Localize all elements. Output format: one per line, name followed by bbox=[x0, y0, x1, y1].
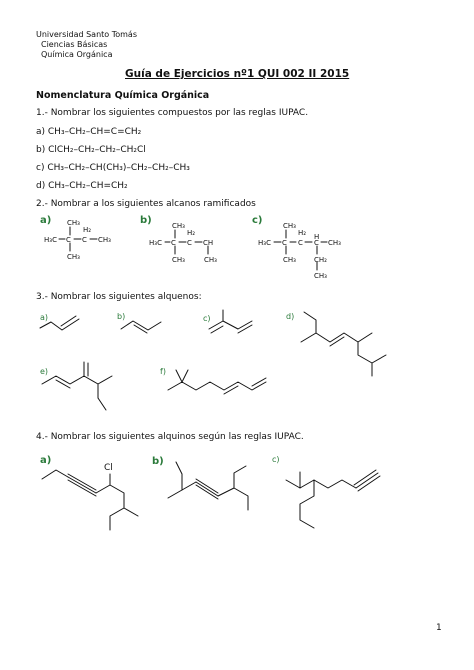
q2-label-c: c) bbox=[252, 215, 263, 226]
q3-structure-d bbox=[301, 312, 386, 376]
q3-structure-b bbox=[121, 321, 161, 333]
q4-label-b: b) bbox=[152, 456, 164, 467]
svg-text:CH₂: CH₂ bbox=[314, 256, 327, 264]
q3-structure-a bbox=[40, 316, 79, 330]
question-4-prompt: 4.- Nombrar los siguientes alquinos según las reglas IUPAC. bbox=[36, 432, 304, 442]
svg-text:H₂: H₂ bbox=[298, 229, 307, 237]
q2-structure-a bbox=[59, 227, 97, 251]
svg-text:C: C bbox=[314, 239, 319, 247]
svg-text:H₃C: H₃C bbox=[258, 239, 271, 247]
svg-text:CH₃: CH₃ bbox=[314, 272, 327, 280]
department-name: Ciencias Básicas bbox=[41, 40, 108, 49]
svg-text:CH₃: CH₃ bbox=[67, 253, 80, 261]
q1-item-a: a) CH₃–CH₂–CH=C=CH₂ bbox=[36, 127, 142, 137]
q1-item-c: c) CH₃–CH₂–CH(CH₃)–CH₂–CH₂–CH₃ bbox=[36, 163, 190, 173]
svg-text:CH₃: CH₃ bbox=[98, 236, 111, 244]
page-number: 1 bbox=[436, 623, 442, 633]
question-1-prompt: 1.- Nombrar los siguientes compuestos por las reglas IUPAC. bbox=[36, 108, 309, 118]
q3-label-e: e) bbox=[40, 367, 49, 376]
q4-structure-b bbox=[168, 462, 248, 510]
svg-text:C: C bbox=[187, 239, 192, 247]
svg-text:C: C bbox=[171, 239, 176, 247]
q2-label-b: b) bbox=[140, 215, 152, 226]
svg-text:H₂: H₂ bbox=[187, 229, 196, 237]
svg-text:CH: CH bbox=[203, 239, 214, 247]
q3-structure-c bbox=[209, 310, 252, 333]
chlorine-label: Cl bbox=[104, 463, 113, 473]
question-3-prompt: 3.- Nombrar los siguientes alquenos: bbox=[36, 292, 202, 302]
q3-label-a: a) bbox=[40, 313, 49, 322]
svg-text:H₃C: H₃C bbox=[44, 236, 57, 244]
q4-label-a: a) bbox=[40, 455, 52, 466]
q3-label-b: b) bbox=[117, 312, 126, 321]
svg-text:CH₃: CH₃ bbox=[172, 222, 185, 230]
svg-text:C: C bbox=[282, 239, 287, 247]
q3-label-d: d) bbox=[286, 312, 295, 321]
svg-text:H₂: H₂ bbox=[83, 226, 92, 234]
svg-text:C: C bbox=[298, 239, 303, 247]
q3-structure-e bbox=[42, 362, 112, 410]
course-name: Química Orgánica bbox=[41, 50, 113, 59]
svg-text:H: H bbox=[314, 233, 320, 241]
svg-text:C: C bbox=[82, 236, 87, 244]
svg-text:C: C bbox=[66, 236, 71, 244]
q3-structure-f bbox=[168, 370, 266, 394]
q4-label-c: c) bbox=[272, 455, 280, 464]
svg-text:CH₃: CH₃ bbox=[283, 256, 296, 264]
q1-item-d: d) CH₃–CH₂–CH=CH₂ bbox=[36, 181, 128, 191]
q3-label-c: c) bbox=[203, 314, 211, 323]
q4-structure-c bbox=[286, 470, 380, 528]
q2-label-a: a) bbox=[40, 215, 52, 226]
svg-text:CH₃: CH₃ bbox=[283, 222, 296, 230]
svg-text:H₃C: H₃C bbox=[149, 239, 162, 247]
svg-text:CH₃: CH₃ bbox=[204, 256, 217, 264]
q1-item-b: b) ClCH₂–CH₂–CH₂–CH₂Cl bbox=[36, 145, 146, 155]
section-heading: Nomenclatura Química Orgánica bbox=[36, 90, 210, 101]
svg-text:CH₃: CH₃ bbox=[172, 256, 185, 264]
svg-text:CH₃: CH₃ bbox=[328, 239, 341, 247]
institution-name: Universidad Santo Tomás bbox=[36, 30, 137, 39]
svg-text:CH₃: CH₃ bbox=[67, 219, 80, 227]
page-title: Guía de Ejercicios nº1 QUI 002 II 2015 bbox=[125, 68, 350, 80]
question-2-prompt: 2.- Nombrar a los siguientes alcanos ramificados bbox=[36, 199, 256, 209]
q3-label-f: f) bbox=[160, 367, 166, 376]
q4-structure-a bbox=[42, 470, 138, 530]
